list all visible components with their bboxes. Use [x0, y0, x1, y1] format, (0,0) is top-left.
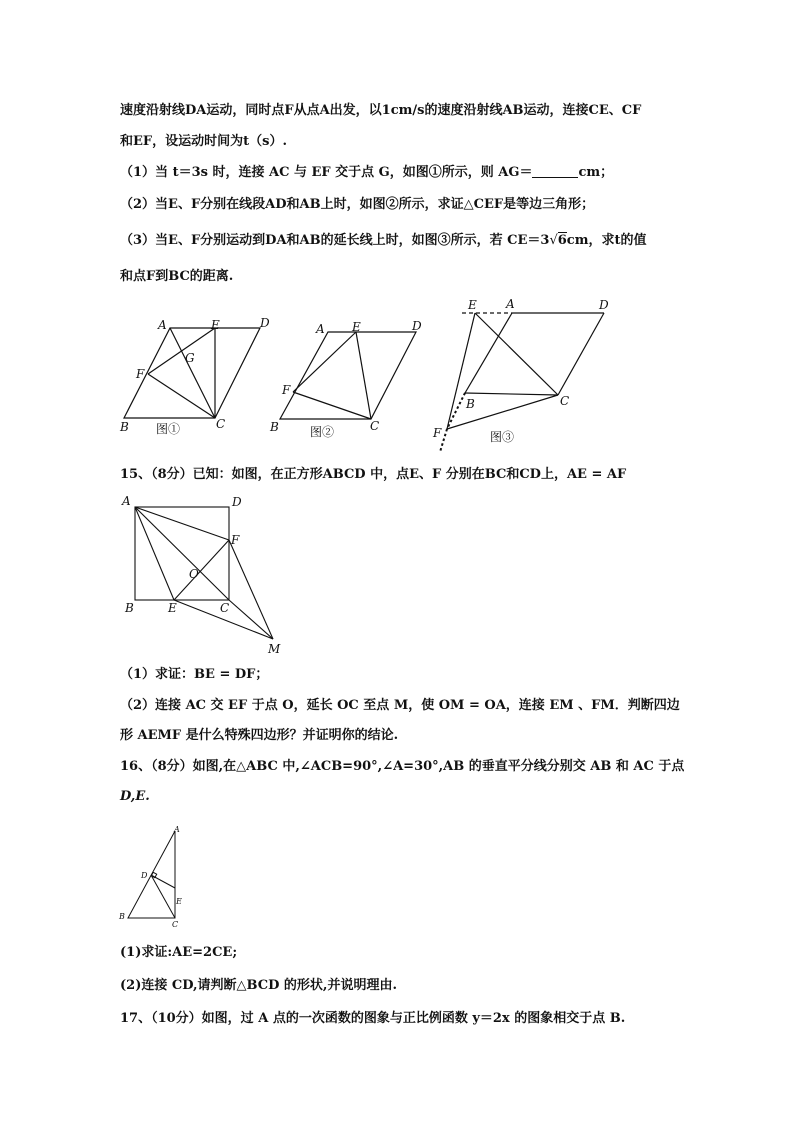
q16-line1: 16、（8分）如图,在△ABC 中,∠ACB=90°,∠A=30°,AB 的垂直平分线分别交 AB 和 AC 于点	[120, 759, 685, 774]
q15-label-O: O	[189, 567, 199, 581]
q14-part3-text: （3）当E、F分别运动到DA和AB的延长线上时，如图③所示，若 CE＝	[120, 233, 541, 248]
fig1-label-B: B	[120, 420, 129, 434]
sqrt-symbol: √	[549, 233, 558, 248]
q15-label-C: C	[220, 601, 230, 615]
fig3-label-C: C	[560, 394, 570, 408]
fig2-label-C: C	[370, 419, 380, 433]
fig2-label-F: F	[282, 383, 291, 397]
q15-part1: （1）求证：BE = DF；	[120, 667, 269, 682]
fig2-caption: 图②	[310, 425, 335, 439]
q15-label-M: M	[268, 642, 281, 656]
q16-label-A: A	[174, 825, 180, 834]
q14-part2: （2）当E、F分别在线段AD和AB上时，如图②所示，求证△CEF是等边三角形；	[120, 197, 595, 212]
q15-label-D: D	[232, 495, 242, 509]
figure-3	[428, 296, 618, 461]
q14-line2: 和EF，设运动时间为t（s）.	[120, 134, 287, 149]
q15-line1: 15、（8分）已知：如图，在正方形ABCD 中，点E、F 分别在BC和CD上，AE = AF	[120, 467, 627, 482]
fig3-label-E: E	[468, 298, 477, 312]
fig3-label-D: D	[599, 298, 609, 312]
q14-part1	[120, 164, 613, 182]
q16-part1: (1)求证:AE=2CE;	[120, 945, 238, 960]
fig1-label-D: D	[260, 316, 270, 330]
q16-label-D: D	[141, 871, 148, 880]
figure-2	[268, 312, 428, 442]
fig2-label-A: A	[316, 322, 325, 336]
q15-label-B: B	[125, 601, 134, 615]
q16-line2: D,E.	[120, 789, 150, 804]
q16-label-E: E	[176, 897, 182, 906]
figure-1	[110, 312, 270, 442]
fig1-caption: 图①	[156, 422, 181, 436]
fig3-label-F: F	[433, 426, 442, 440]
q15-part2-line1: （2）连接 AC 交 EF 于点 O，延长 OC 至点 M，使 OM = OA，连接 EM 、FM．判断四边	[120, 698, 680, 713]
sqrt-radicand: 6	[557, 233, 567, 248]
fig3-label-A: A	[506, 297, 515, 311]
fig2-label-D: D	[412, 319, 422, 333]
q16-label-C: C	[172, 920, 179, 929]
figure-q15	[118, 492, 298, 662]
fig1-label-A: A	[158, 318, 167, 332]
q15-part2-line2: 形 AEMF 是什么特殊四边形？并证明你的结论.	[120, 728, 399, 743]
q14-part1-unit: cm；	[578, 165, 614, 180]
fig1-label-E: E	[211, 318, 220, 332]
sqrt-coef: 3	[540, 233, 550, 248]
fig1-label-G: G	[185, 351, 195, 365]
figure-q16	[116, 822, 196, 932]
q14-line1: 速度沿射线DA运动，同时点F从点A出发，以1cm/s的速度沿射线AB运动，连接CE、CF	[120, 103, 642, 118]
fig2-label-B: B	[270, 420, 279, 434]
q16-part2: (2)连接 CD,请判断△BCD 的形状,并说明理由.	[120, 978, 397, 993]
q14-part3-cont: 和点F到BC的距离.	[120, 269, 234, 284]
q16-label-B: B	[119, 912, 125, 921]
q17-line1: 17、（10分）如图，过 A 点的一次函数的图象与正比例函数 y＝2x 的图象相交于点 B.	[120, 1011, 626, 1026]
fig3-label-B: B	[466, 397, 475, 411]
fig1-label-C: C	[216, 417, 226, 431]
q14-part1-text: （1）当 t＝3s 时，连接 AC 与 EF 交于点 G，如图①所示，则 AG＝	[120, 165, 533, 180]
q15-label-E: E	[168, 601, 177, 615]
q15-label-A: A	[122, 494, 131, 508]
q14-part3-unit: cm，求t的值	[566, 233, 647, 248]
fig3-caption: 图③	[490, 430, 515, 444]
fig2-label-E: E	[352, 320, 361, 334]
q14-part3	[120, 232, 646, 250]
fig1-label-F: F	[136, 367, 145, 381]
q15-label-F: F	[231, 533, 240, 547]
answer-blank	[532, 165, 578, 178]
